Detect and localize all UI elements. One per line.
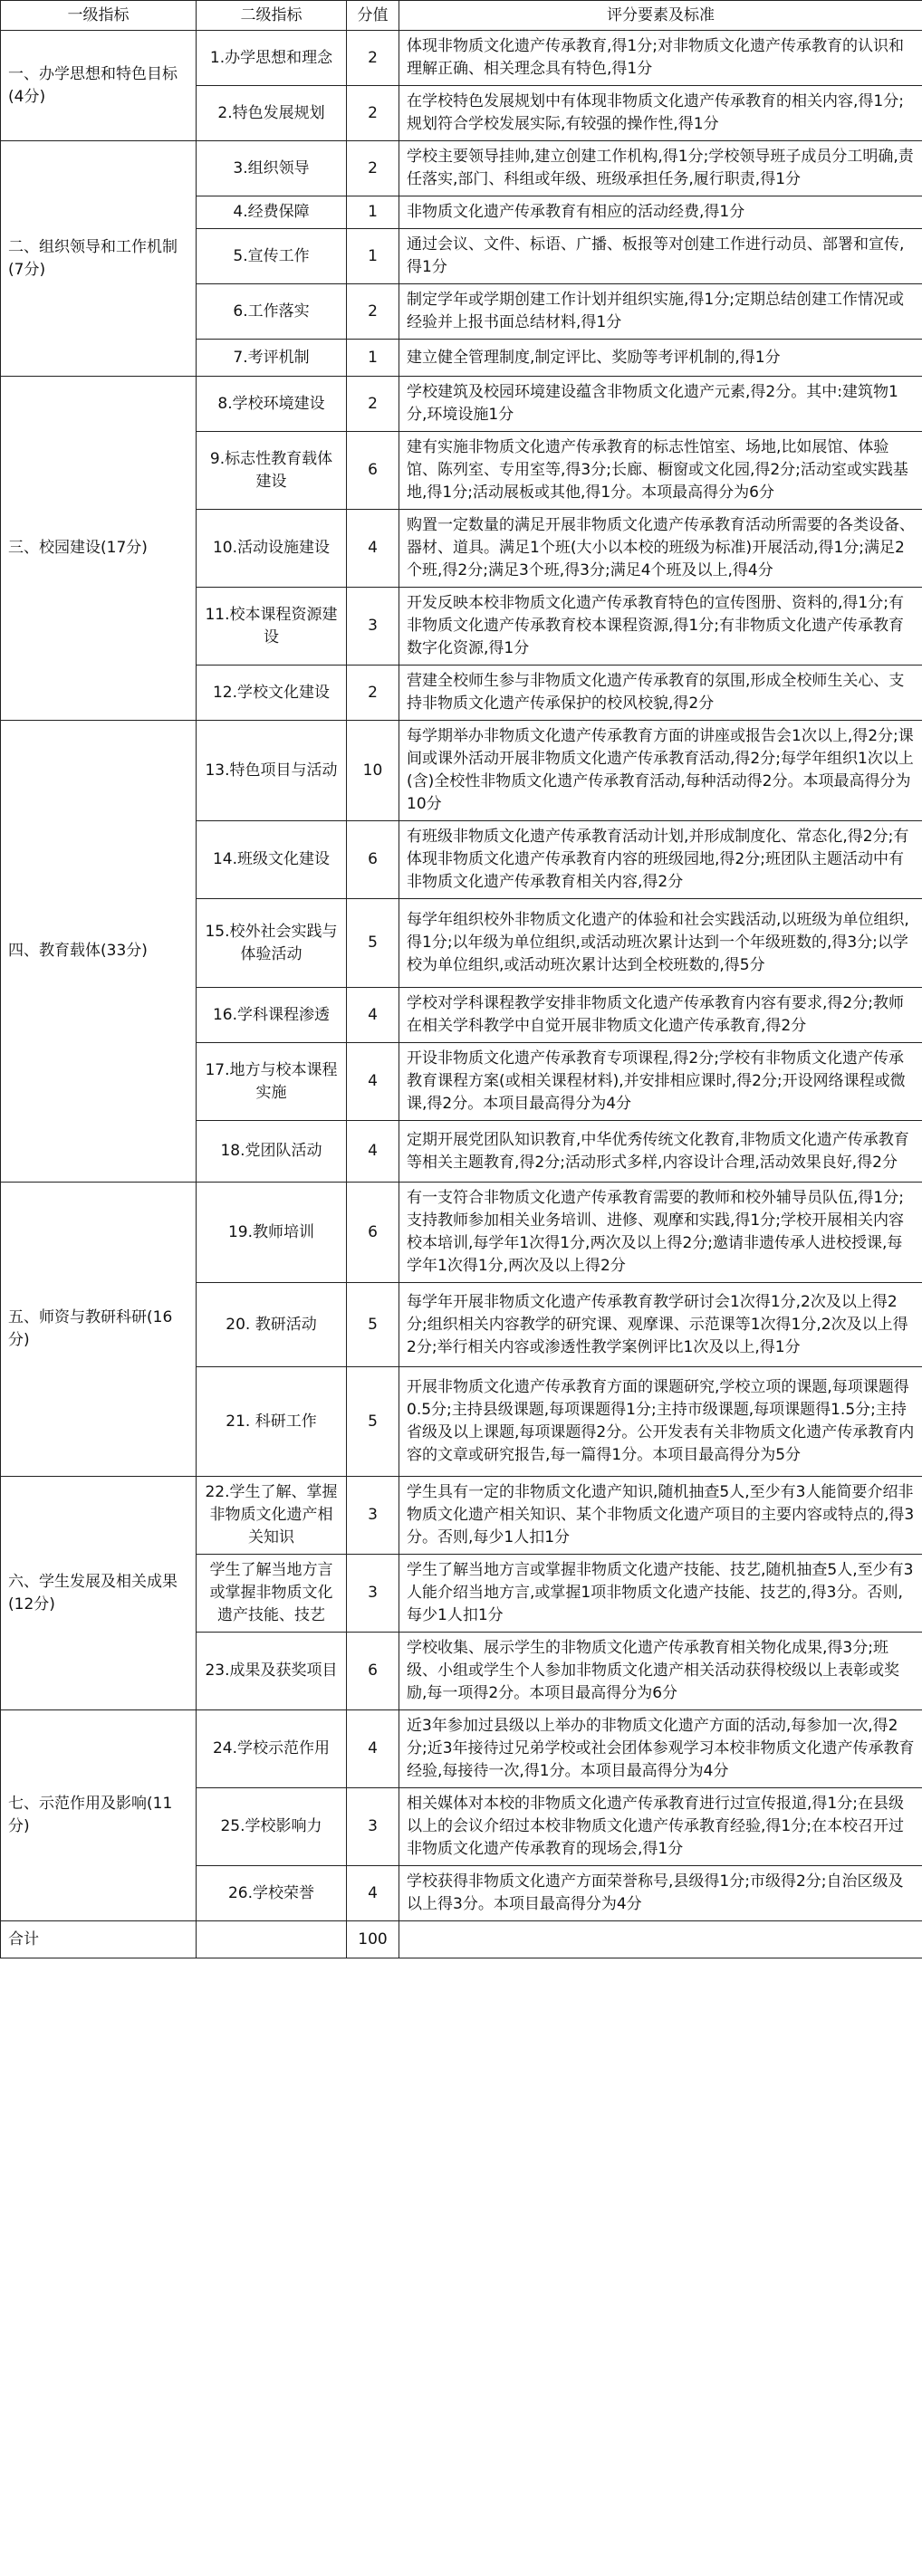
criteria-text: 开展非物质文化遗产传承教育方面的课题研究,学校立项的课题,每项课题得0.5分;主持县级课题,每项课题得1分;主持市级课题,每项课题得1.5分;主持省级及以上课题,每项课题得2分。公开发表有关非物质文化遗产传承教育内容的文章或研究报告,每一篇得1分。本项目最高得分为5分 bbox=[399, 1367, 922, 1477]
level2-indicator: 学生了解当地方言或掌握非物质文化遗产技能、技艺 bbox=[197, 1555, 347, 1633]
level2-indicator: 3.组织领导 bbox=[197, 141, 347, 196]
score-value: 2 bbox=[347, 284, 399, 340]
score-value: 5 bbox=[347, 1367, 399, 1477]
level2-indicator: 4.经费保障 bbox=[197, 196, 347, 229]
score-value: 2 bbox=[347, 31, 399, 86]
level2-indicator: 20. 教研活动 bbox=[197, 1283, 347, 1367]
score-value: 6 bbox=[347, 821, 399, 899]
criteria-text: 开设非物质文化遗产传承教育专项课程,得2分;学校有非物质文化遗产传承教育课程方案(或相关课程材料),并安排相应课时,得2分;开设网络课程或微课,得2分。本项目最高得分为4分 bbox=[399, 1043, 922, 1121]
level2-indicator: 26.学校荣誉 bbox=[197, 1866, 347, 1921]
table-body bbox=[1, 31, 922, 1921]
level2-indicator: 16.学科课程渗透 bbox=[197, 988, 347, 1043]
table-row bbox=[1, 721, 922, 821]
table-row bbox=[1, 1183, 922, 1283]
criteria-text: 建立健全管理制度,制定评比、奖励等考评机制的,得1分 bbox=[399, 340, 922, 377]
level2-indicator: 22.学生了解、掌握非物质文化遗产相关知识 bbox=[197, 1477, 347, 1555]
score-value: 4 bbox=[347, 1121, 399, 1183]
level1-indicator: 五、师资与教研科研(16分) bbox=[1, 1183, 197, 1477]
score-value: 4 bbox=[347, 1710, 399, 1788]
level2-indicator: 11.校本课程资源建设 bbox=[197, 588, 347, 666]
level1-indicator: 三、校园建设(17分) bbox=[1, 377, 197, 721]
criteria-text: 学校主要领导挂帅,建立创建工作机构,得1分;学校领导班子成员分工明确,责任落实,部门、科组或年级、班级承担任务,履行职责,得1分 bbox=[399, 141, 922, 196]
level2-indicator: 2.特色发展规划 bbox=[197, 86, 347, 141]
criteria-text: 学校获得非物质文化遗产方面荣誉称号,县级得1分;市级得2分;自治区级及以上得3分。本项目最高得分为4分 bbox=[399, 1866, 922, 1921]
score-value: 6 bbox=[347, 1183, 399, 1283]
level1-indicator: 二、组织领导和工作机制(7分) bbox=[1, 141, 197, 377]
criteria-text: 学生了解当地方言或掌握非物质文化遗产技能、技艺,随机抽查5人,至少有3 人能介绍当地方言,或掌握1项非物质文化遗产技能、技艺的,得3分。否则,每少1人扣1分 bbox=[399, 1555, 922, 1633]
level2-indicator: 21. 科研工作 bbox=[197, 1367, 347, 1477]
total-empty-cell bbox=[197, 1921, 347, 1958]
criteria-text: 购置一定数量的满足开展非物质文化遗产传承教育活动所需要的各类设备、器材、道具。满足1个班(大小以本校的班级为标准)开展活动,得1分;满足2个班,得2分;满足3个班,得3分;满足4个班及以上,得4分 bbox=[399, 510, 922, 588]
score-value: 1 bbox=[347, 229, 399, 284]
table-row bbox=[1, 1477, 922, 1555]
level2-indicator: 8.学校环境建设 bbox=[197, 377, 347, 432]
total-empty-cell bbox=[399, 1921, 922, 1958]
criteria-text: 每学年开展非物质文化遗产传承教育教学研讨会1次得1分,2次及以上得2分;组织相关内容教学的研究课、观摩课、示范课等1次得1分,2次及以上得2分;举行相关内容或渗透性教学案例评比1次及以上,得1分 bbox=[399, 1283, 922, 1367]
criteria-text: 制定学年或学期创建工作计划并组织实施,得1分;定期总结创建工作情况或经验并上报书面总结材料,得1分 bbox=[399, 284, 922, 340]
criteria-text: 学校收集、展示学生的非物质文化遗产传承教育相关物化成果,得3分;班级、小组或学生个人参加非物质文化遗产相关活动获得校级以上表彰或奖励,每一项得2分。本项目最高得分为6分 bbox=[399, 1633, 922, 1710]
level1-indicator: 四、教育载体(33分) bbox=[1, 721, 197, 1183]
criteria-text: 有一支符合非物质文化遗产传承教育需要的教师和校外辅导员队伍,得1分;支持教师参加相关业务培训、进修、观摩和实践,得1分;学校开展相关内容校本培训,每学年1次得1分,两次及以上得2分;邀请非遗传承人进校授课,每学年1次得1分,两次及以上得2分 bbox=[399, 1183, 922, 1283]
header-criteria: 评分要素及标准 bbox=[399, 1, 922, 31]
level2-indicator: 7.考评机制 bbox=[197, 340, 347, 377]
criteria-text: 在学校特色发展规划中有体现非物质文化遗产传承教育的相关内容,得1分;规划符合学校发展实际,有较强的操作性,得1分 bbox=[399, 86, 922, 141]
level1-indicator: 七、示范作用及影响(11分) bbox=[1, 1710, 197, 1921]
score-value: 3 bbox=[347, 1788, 399, 1866]
level2-indicator: 5.宣传工作 bbox=[197, 229, 347, 284]
criteria-text: 相关媒体对本校的非物质文化遗产传承教育进行过宣传报道,得1分;在县级以上的会议介绍过本校非物质文化遗产传承教育经验,得1分;在本校召开过非物质文化遗产传承教育的现场会,得1分 bbox=[399, 1788, 922, 1866]
score-value: 3 bbox=[347, 588, 399, 666]
level2-indicator: 6.工作落实 bbox=[197, 284, 347, 340]
level2-indicator: 18.党团队活动 bbox=[197, 1121, 347, 1183]
level2-indicator: 19.教师培训 bbox=[197, 1183, 347, 1283]
score-value: 4 bbox=[347, 1043, 399, 1121]
criteria-text: 营建全校师生参与非物质文化遗产传承教育的氛围,形成全校师生关心、支持非物质文化遗产传承保护的校风校貌,得2分 bbox=[399, 666, 922, 721]
criteria-text: 近3年参加过县级以上举办的非物质文化遗产方面的活动,每参加一次,得2分;近3年接待过兄弟学校或社会团体参观学习本校非物质文化遗产传承教育经验,每接待一次,得1分。本项目最高得分为4分 bbox=[399, 1710, 922, 1788]
level2-indicator: 13.特色项目与活动 bbox=[197, 721, 347, 821]
score-value: 10 bbox=[347, 721, 399, 821]
criteria-text: 体现非物质文化遗产传承教育,得1分;对非物质文化遗产传承教育的认识和理解正确、相关理念具有特色,得1分 bbox=[399, 31, 922, 86]
score-value: 5 bbox=[347, 899, 399, 988]
header-row bbox=[1, 1, 922, 31]
table-row bbox=[1, 377, 922, 432]
score-value: 2 bbox=[347, 86, 399, 141]
header-level2: 二级指标 bbox=[197, 1, 347, 31]
level1-indicator: 六、学生发展及相关成果(12分) bbox=[1, 1477, 197, 1710]
level2-indicator: 24.学校示范作用 bbox=[197, 1710, 347, 1788]
criteria-text: 通过会议、文件、标语、广播、板报等对创建工作进行动员、部署和宣传,得1分 bbox=[399, 229, 922, 284]
table-row bbox=[1, 141, 922, 196]
score-value: 6 bbox=[347, 432, 399, 510]
score-value: 2 bbox=[347, 377, 399, 432]
level2-indicator: 14.班级文化建设 bbox=[197, 821, 347, 899]
criteria-text: 有班级非物质文化遗产传承教育活动计划,并形成制度化、常态化,得2分;有体现非物质文化遗产传承教育内容的班级园地,得2分;班团队主题活动中有非物质文化遗产传承教育相关内容,得2分 bbox=[399, 821, 922, 899]
score-value: 1 bbox=[347, 196, 399, 229]
total-score: 100 bbox=[347, 1921, 399, 1958]
header-level1: 一级指标 bbox=[1, 1, 197, 31]
score-value: 4 bbox=[347, 510, 399, 588]
level2-indicator: 1.办学思想和理念 bbox=[197, 31, 347, 86]
total-label: 合计 bbox=[1, 1921, 197, 1958]
criteria-text: 非物质文化遗产传承教育有相应的活动经费,得1分 bbox=[399, 196, 922, 229]
level2-indicator: 12.学校文化建设 bbox=[197, 666, 347, 721]
score-value: 3 bbox=[347, 1477, 399, 1555]
score-value: 6 bbox=[347, 1633, 399, 1710]
level2-indicator: 25.学校影响力 bbox=[197, 1788, 347, 1866]
score-value: 2 bbox=[347, 666, 399, 721]
score-value: 2 bbox=[347, 141, 399, 196]
criteria-text: 建有实施非物质文化遗产传承教育的标志性馆室、场地,比如展馆、体验馆、陈列室、专用室等,得3分;长廊、橱窗或文化园,得2分;活动室或实践基地,得1分;活动展板或其他,得1分。本项最高得分为6分 bbox=[399, 432, 922, 510]
level2-indicator: 23.成果及获奖项目 bbox=[197, 1633, 347, 1710]
criteria-text: 定期开展党团队知识教育,中华优秀传统文化教育,非物质文化遗产传承教育等相关主题教育,得2分;活动形式多样,内容设计合理,活动效果良好,得2分 bbox=[399, 1121, 922, 1183]
table-row bbox=[1, 1710, 922, 1788]
score-value: 1 bbox=[347, 340, 399, 377]
criteria-text: 学生具有一定的非物质文化遗产知识,随机抽查5人,至少有3人能简要介绍非物质文化遗产相关知识、某个非物质文化遗产项目的主要内容或特点的,得3分。否则,每少1人扣1分 bbox=[399, 1477, 922, 1555]
level2-indicator: 9.标志性教育载体建设 bbox=[197, 432, 347, 510]
level2-indicator: 10.活动设施建设 bbox=[197, 510, 347, 588]
header-score: 分值 bbox=[347, 1, 399, 31]
score-value: 4 bbox=[347, 1866, 399, 1921]
criteria-text: 学校对学科课程教学安排非物质文化遗产传承教育内容有要求,得2分;教师在相关学科教学中自觉开展非物质文化遗产传承教育,得2分 bbox=[399, 988, 922, 1043]
score-value: 4 bbox=[347, 988, 399, 1043]
criteria-text: 每学期举办非物质文化遗产传承教育方面的讲座或报告会1次以上,得2分;课间或课外活动开展非物质文化遗产传承教育活动,得2分;每学年组织1次以上(含)全校性非物质文化遗产传承教育活动,每种活动得2分。本项最高得分为10分 bbox=[399, 721, 922, 821]
level2-indicator: 15.校外社会实践与体验活动 bbox=[197, 899, 347, 988]
criteria-text: 学校建筑及校园环境建设蕴含非物质文化遗产元素,得2分。其中:建筑物1分,环境设施1分 bbox=[399, 377, 922, 432]
level1-indicator: 一、办学思想和特色目标(4分) bbox=[1, 31, 197, 141]
criteria-text: 开发反映本校非物质文化遗产传承教育特色的宣传图册、资料的,得1分;有非物质文化遗产传承教育校本课程资源,得1分;有非物质文化遗产传承教育数字化资源,得1分 bbox=[399, 588, 922, 666]
table-row bbox=[1, 31, 922, 86]
criteria-text: 每学年组织校外非物质文化遗产的体验和社会实践活动,以班级为单位组织,得1分;以年级为单位组织,或活动班次累计达到一个年级班数的,得3分;以学校为单位组织,或活动班次累计达到全校班数的,得5分 bbox=[399, 899, 922, 988]
score-value: 3 bbox=[347, 1555, 399, 1633]
score-value: 5 bbox=[347, 1283, 399, 1367]
level2-indicator: 17.地方与校本课程实施 bbox=[197, 1043, 347, 1121]
total-row bbox=[1, 1921, 922, 1958]
